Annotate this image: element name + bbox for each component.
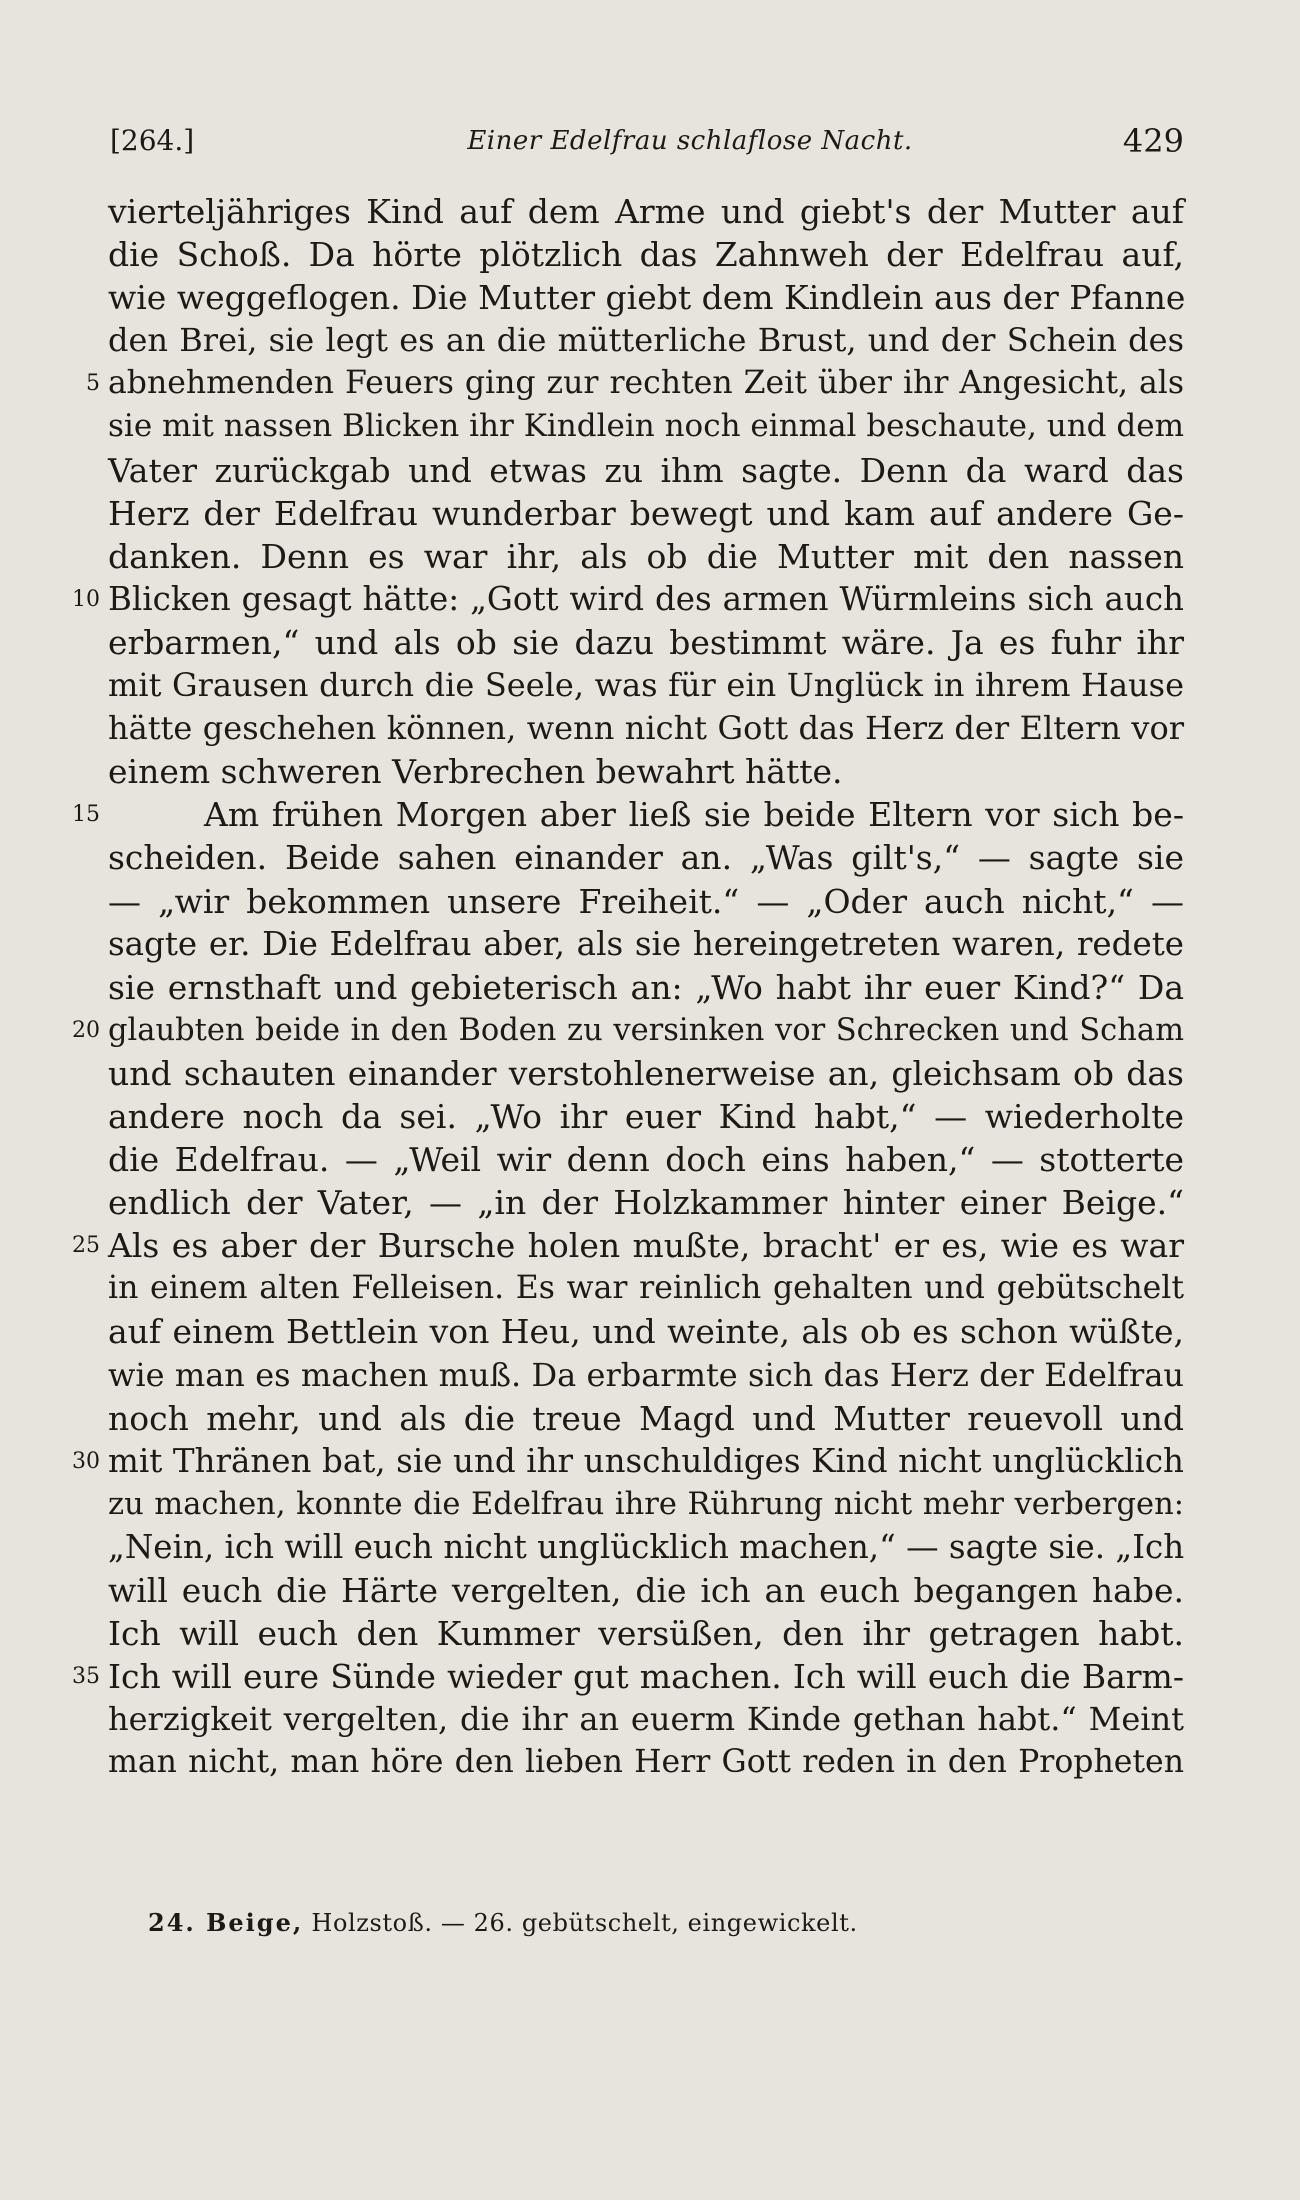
line-text: erbarmen,“ und als ob sie dazu bestimmt wäre. Ja es fuhr ihr bbox=[108, 622, 1184, 662]
text-line bbox=[72, 1009, 1184, 1052]
text-line bbox=[108, 535, 1184, 578]
text-line bbox=[86, 362, 1184, 405]
line-text: wie man es machen muß. Da erbarmte sich das Herz der Edelfrau bbox=[108, 1355, 1184, 1394]
text-line bbox=[108, 750, 1184, 793]
line-text: Ich will eure Sünde wieder gut machen. Ich will euch die Barm- bbox=[108, 1657, 1184, 1697]
text-line bbox=[72, 1224, 1184, 1267]
line-text: die Edelfrau. — „Weil wir denn doch eins haben,“ — stotterte bbox=[108, 1140, 1184, 1180]
footnote bbox=[148, 1908, 858, 1937]
running-title: Einer Edelfrau schlaflose Nacht. bbox=[467, 126, 913, 156]
footnote-label: 24. Beige, bbox=[148, 1908, 304, 1937]
text-line bbox=[108, 1181, 1184, 1224]
text-line bbox=[108, 1095, 1184, 1138]
text-line bbox=[108, 621, 1184, 664]
line-text: andere noch da sei. „Wo ihr euer Kind habt,“ — wiederholte bbox=[108, 1096, 1184, 1136]
line-text: zu machen, konnte die Edelfrau ihre Rührung nicht mehr verbergen: bbox=[108, 1486, 1184, 1522]
text-line bbox=[108, 449, 1184, 492]
text-line bbox=[108, 1569, 1184, 1612]
line-number: 20 bbox=[72, 1017, 100, 1043]
line-text: Am frühen Morgen aber ließ sie beide Eltern vor sich be- bbox=[204, 795, 1184, 835]
line-text: Herz der Edelfrau wunderbar bewegt und kam auf andere Ge- bbox=[108, 493, 1184, 533]
text-body bbox=[72, 190, 1186, 1784]
line-number: 15 bbox=[72, 802, 100, 828]
text-line bbox=[108, 1612, 1184, 1655]
line-text: danken. Denn es war ihr, als ob die Mutter mit den nassen bbox=[108, 536, 1184, 576]
text-line bbox=[108, 405, 1184, 448]
line-text: Als es aber der Bursche holen mußte, bracht' er es, wie es war bbox=[108, 1226, 1184, 1266]
line-text: mit Thränen bat, sie und ihr unschuldiges Kind nicht unglücklich bbox=[108, 1441, 1184, 1480]
line-text: sie mit nassen Blicken ihr Kindlein noch einmal beschaute, und dem bbox=[108, 408, 1184, 445]
text-line bbox=[108, 966, 1184, 1009]
text-line bbox=[108, 1698, 1184, 1741]
text-line bbox=[108, 190, 1184, 233]
line-number: 5 bbox=[86, 371, 100, 397]
text-line bbox=[108, 664, 1184, 707]
line-text: sagte er. Die Edelfrau aber, als sie hereingetreten waren, redete bbox=[108, 924, 1184, 963]
running-header bbox=[110, 118, 1184, 168]
line-number: 25 bbox=[72, 1233, 100, 1259]
text-line bbox=[72, 1440, 1184, 1483]
line-text: einem schweren Verbrechen bewahrt hätte. bbox=[108, 752, 843, 792]
line-number: 35 bbox=[72, 1664, 100, 1690]
line-text: will euch die Härte vergelten, die ich an euch begangen habe. bbox=[108, 1571, 1184, 1610]
line-text: endlich der Vater, — „in der Holzkammer hinter einer Beige.“ bbox=[108, 1183, 1184, 1223]
text-line bbox=[108, 707, 1184, 750]
line-text: glaubten beide in den Boden zu versinken vor Schrecken und Scham bbox=[108, 1012, 1184, 1048]
text-line bbox=[108, 319, 1184, 362]
line-text: Vater zurückgab und etwas zu ihm sagte. Denn da ward das bbox=[108, 450, 1184, 490]
text-line bbox=[72, 578, 1184, 621]
line-text: scheiden. Beide sahen einander an. „Was gilt's,“ — sagte sie bbox=[108, 838, 1184, 878]
line-text: — „wir bekommen unsere Freiheit.“ — „Oder auch nicht,“ — bbox=[108, 881, 1184, 921]
text-line bbox=[108, 880, 1184, 923]
header-reference: [264.] bbox=[110, 124, 195, 157]
footnote-text: Holzstoß. — 26. gebütschelt, eingewickelt. bbox=[311, 1909, 858, 1937]
line-text: den Brei, sie legt es an die mütterliche Brust, und der Schein des bbox=[108, 321, 1184, 360]
line-text: die Schoß. Da hörte plötzlich das Zahnweh der Edelfrau auf, bbox=[108, 235, 1184, 275]
text-line bbox=[108, 1483, 1184, 1526]
line-text: noch mehr, und als die treue Magd und Mutter reuevoll und bbox=[108, 1398, 1184, 1438]
line-text: wie weggeflogen. Die Mutter giebt dem Kindlein aus der Pfanne bbox=[108, 278, 1186, 318]
line-number: 30 bbox=[72, 1448, 100, 1474]
line-text: man nicht, man höre den lieben Herr Gott reden in den Propheten bbox=[108, 1744, 1184, 1781]
text-line bbox=[108, 233, 1184, 276]
text-line bbox=[108, 1267, 1184, 1310]
line-text: Blicken gesagt hätte: „Gott wird des armen Würmleins sich auch bbox=[108, 579, 1184, 618]
text-line bbox=[72, 793, 1184, 836]
line-text: abnehmenden Feuers ging zur rechten Zeit über ihr Angesicht, als bbox=[108, 365, 1184, 402]
text-line bbox=[108, 1741, 1184, 1784]
page-number: 429 bbox=[1122, 122, 1184, 160]
text-line bbox=[108, 923, 1184, 966]
text-line bbox=[108, 276, 1184, 319]
line-text: Ich will euch den Kummer versüßen, den ihr getragen habt. bbox=[108, 1614, 1184, 1654]
line-text: mit Grausen durch die Seele, was für ein Unglück in ihrem Hause bbox=[108, 666, 1184, 705]
line-number: 10 bbox=[72, 586, 100, 612]
text-line bbox=[108, 836, 1184, 879]
text-line bbox=[108, 1138, 1184, 1181]
text-line bbox=[108, 1052, 1184, 1095]
text-line bbox=[108, 492, 1184, 535]
line-text: auf einem Bettlein von Heu, und weinte, als ob es schon wüßte, bbox=[108, 1312, 1184, 1352]
line-text: in einem alten Felleisen. Es war reinlich gehalten und gebütschelt bbox=[108, 1270, 1184, 1307]
line-text: hätte geschehen können, wenn nicht Gott das Herz der Eltern vor bbox=[108, 709, 1184, 748]
line-text: und schauten einander verstohlenerweise an, gleichsam ob das bbox=[108, 1053, 1184, 1093]
line-text: herzigkeit vergelten, die ihr an euerm Kinde gethan habt.“ Meint bbox=[108, 1700, 1184, 1739]
line-text: vierteljähriges Kind auf dem Arme und giebt's der Mutter auf bbox=[108, 192, 1184, 231]
line-text: „Nein, ich will euch nicht unglücklich machen,“ — sagte sie. „Ich bbox=[108, 1527, 1185, 1566]
line-text: sie ernsthaft und gebieterisch an: „Wo habt ihr euer Kind?“ Da bbox=[108, 967, 1184, 1007]
text-line bbox=[108, 1526, 1184, 1569]
text-line bbox=[72, 1655, 1184, 1698]
text-line bbox=[108, 1310, 1184, 1353]
text-line bbox=[108, 1354, 1184, 1397]
text-line bbox=[108, 1397, 1184, 1440]
